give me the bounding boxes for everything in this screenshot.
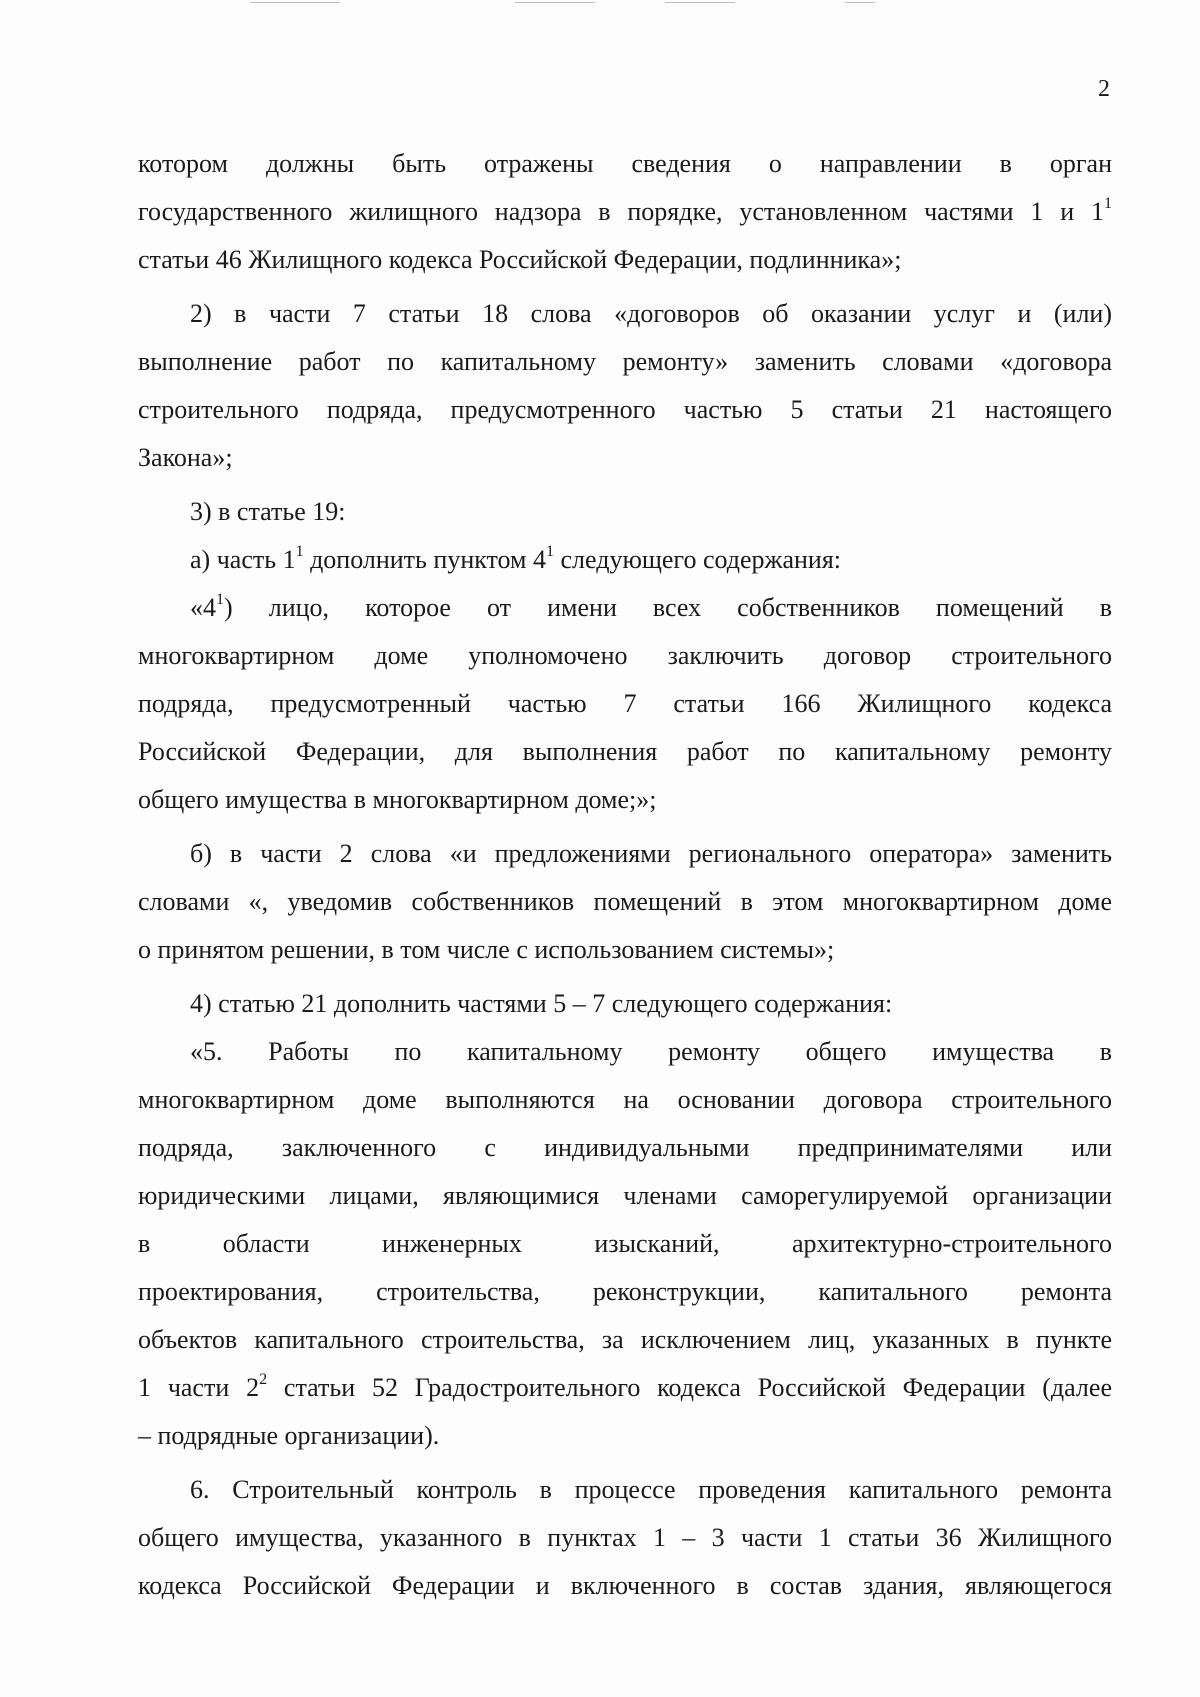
text-fragment: выполнение работ по капитальному ремонту» заменить словами «договора: [138, 347, 1112, 376]
text-fragment: ) лицо, которое от имени всех собственников помещений в: [224, 593, 1112, 622]
text-line: [138, 830, 1112, 878]
text-line: [138, 1412, 1112, 1460]
text-fragment: общего имущества, указанного в пунктах 1 – 3 части 1 статьи 36 Жилищного: [138, 1523, 1112, 1552]
text-fragment: Российской Федерации, для выполнения работ по капитальному ремонту: [138, 737, 1112, 766]
page-number: 2: [1098, 76, 1110, 102]
text-line: [138, 1268, 1112, 1316]
text-fragment: объектов капитального строительства, за исключением лиц, указанных в пункте: [138, 1325, 1112, 1354]
text-line: [138, 386, 1112, 434]
text-line: [138, 980, 1112, 1028]
text-fragment: 4) статью 21 дополнить частями 5 – 7 следующего содержания:: [190, 989, 893, 1018]
text-line: [138, 878, 1112, 926]
text-line: [138, 140, 1112, 188]
text-fragment: «4: [190, 593, 216, 622]
text-fragment: в области инженерных изысканий, архитектурно-строительного: [138, 1229, 1112, 1258]
text-fragment: общего имущества в многоквартирном доме;»;: [138, 785, 657, 814]
text-fragment: о принятом решении, в том числе с использованием системы»;: [138, 935, 835, 964]
text-fragment: статьи 52 Градостроительного кодекса Российской Федерации (далее: [267, 1373, 1112, 1402]
text-fragment: котором должны быть отражены сведения о направлении в орган: [138, 149, 1112, 178]
text-line: [138, 728, 1112, 776]
text-line: [138, 584, 1112, 632]
text-line: [138, 1220, 1112, 1268]
superscript: 1: [216, 591, 224, 609]
text-fragment: многоквартирном доме уполномочено заключить договор строительного: [138, 641, 1112, 670]
superscript: 1: [1104, 195, 1112, 213]
text-fragment: юридическими лицами, являющимися членами саморегулируемой организации: [138, 1181, 1112, 1210]
text-line: [138, 1364, 1112, 1412]
text-line: [138, 1514, 1112, 1562]
text-fragment: подряда, предусмотренный частью 7 статьи 166 Жилищного кодекса: [138, 689, 1112, 718]
text-fragment: следующего содержания:: [554, 545, 842, 574]
text-line: [138, 632, 1112, 680]
text-fragment: многоквартирном доме выполняются на основании договора строительного: [138, 1085, 1112, 1114]
text-fragment: б) в части 2 слова «и предложениями регионального оператора» заменить: [190, 839, 1112, 868]
text-line: [138, 926, 1112, 974]
text-line: [138, 290, 1112, 338]
text-line: [138, 1316, 1112, 1364]
document-body: [138, 140, 1112, 1610]
text-fragment: «5. Работы по капитальному ремонту общего имущества в: [190, 1037, 1112, 1066]
text-line: [138, 536, 1112, 584]
text-line: [138, 188, 1112, 236]
text-line: [138, 776, 1112, 824]
text-line: [138, 680, 1112, 728]
scan-edge-marks: [0, 0, 1200, 8]
text-line: [138, 1028, 1112, 1076]
text-line: [138, 236, 1112, 284]
text-fragment: кодекса Российской Федерации и включенного в состав здания, являющегося: [138, 1571, 1112, 1600]
text-line: [138, 1124, 1112, 1172]
text-line: [138, 1562, 1112, 1610]
text-fragment: подряда, заключенного с индивидуальными предпринимателями или: [138, 1133, 1112, 1162]
text-fragment: строительного подряда, предусмотренного частью 5 статьи 21 настоящего: [138, 395, 1112, 424]
text-fragment: проектирования, строительства, реконструкции, капитального ремонта: [138, 1277, 1112, 1306]
text-line: [138, 434, 1112, 482]
text-fragment: словами «, уведомив собственников помещений в этом многоквартирном доме: [138, 887, 1112, 916]
text-fragment: статьи 46 Жилищного кодекса Российской Федерации, подлинника»;: [138, 245, 902, 274]
text-fragment: государственного жилищного надзора в порядке, установленном частями 1 и 1: [138, 197, 1104, 226]
superscript: 2: [259, 1371, 268, 1389]
text-fragment: дополнить пунктом 4: [303, 545, 546, 574]
text-fragment: 3) в статье 19:: [190, 497, 346, 526]
text-fragment: а) часть 1: [190, 545, 296, 574]
text-line: [138, 1466, 1112, 1514]
text-fragment: Закона»;: [138, 443, 233, 472]
text-line: [138, 488, 1112, 536]
text-line: [138, 1172, 1112, 1220]
superscript: 1: [546, 543, 554, 561]
text-fragment: 1 части 2: [138, 1373, 260, 1402]
text-fragment: – подрядные организации).: [138, 1421, 440, 1450]
text-fragment: 2) в части 7 статьи 18 слова «договоров об оказании услуг и (или): [190, 299, 1112, 328]
text-line: [138, 1076, 1112, 1124]
text-fragment: 6. Строительный контроль в процессе проведения капитального ремонта: [190, 1475, 1112, 1504]
superscript: 1: [295, 543, 304, 561]
text-line: [138, 338, 1112, 386]
